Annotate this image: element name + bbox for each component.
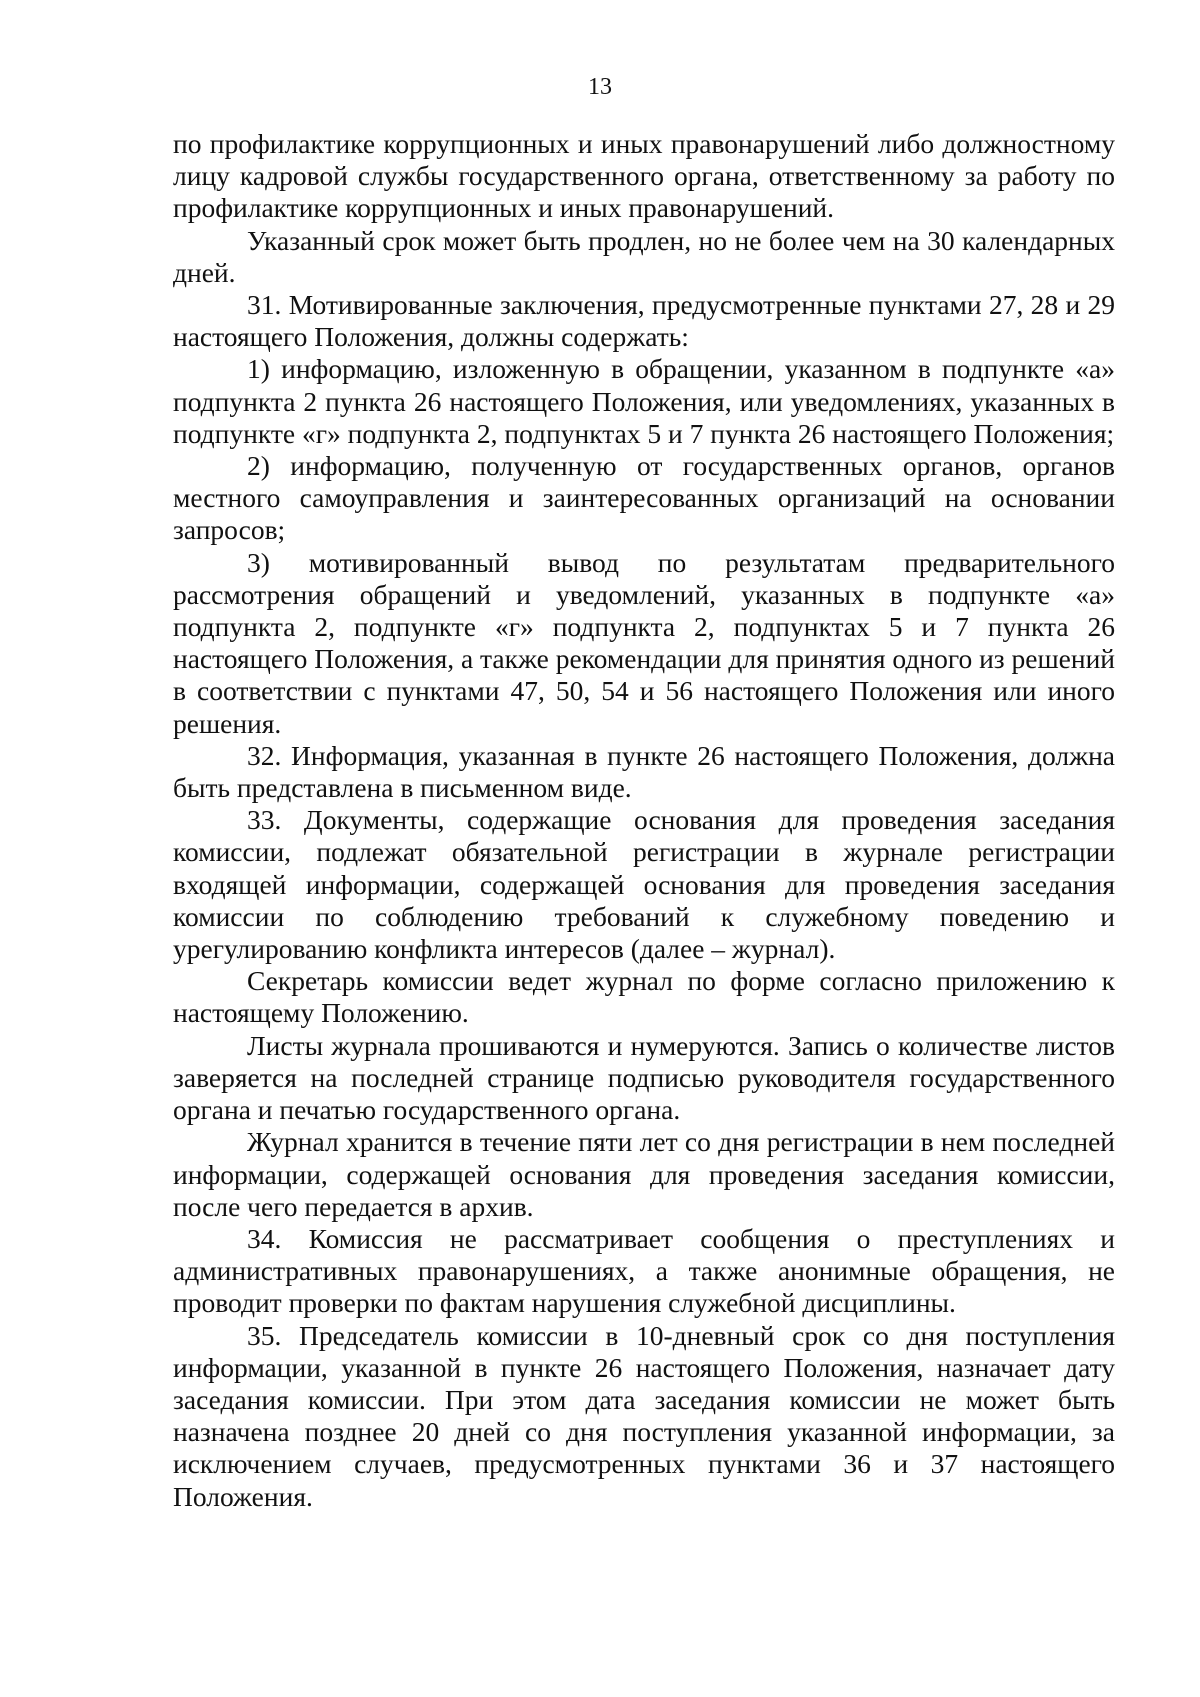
paragraph-item-31: 31. Мотивированные заключения, предусмотренные пунктами 27, 28 и 29 настоящего Положения, должны содержать: [173,289,1115,353]
paragraph-item-32: 32. Информация, указанная в пункте 26 настоящего Положения, должна быть представлена в письменном виде. [173,739,1115,804]
subitem-3: 3) мотивированный вывод по результатам предварительного рассмотрения обращений и уведомлений, указанных в подпункте «а» подпункта 2, подпункте «г» подпункта 2, подпунктах 5 и 7 пункта 26 настоящего Положения, а также рекомендации для принятия одного из решений в соответствии с пунктами 47, 50, 54 и 56 настоящего Положения или иного решения. [173,546,1116,739]
paragraph: Указанный срок может быть продлен, но не более чем на 30 календарных дней. [173,224,1115,288]
subitem-1: 1) информацию, изложенную в обращении, указанном в подпункте «а» подпункта 2 пункта 26 настоящего Положения, или уведомлениях, указанных в подпункте «г» подпункта 2, подпунктах 5 и 7 пункта 26 настоящего Положения; [173,353,1115,449]
paragraph: по профилактике коррупционных и иных правонарушений либо должностному лицу кадровой службы государственного органа, ответственному за работу по профилактике коррупционных и иных правонарушений. [173,128,1115,224]
paragraph: Листы журнала прошиваются и нумеруются. Запись о количестве листов заверяется на последней странице подписью руководителя государственного органа и печатью государственного органа. [173,1029,1115,1126]
document-body [173,128,1115,1513]
paragraph-item-33: 33. Документы, содержащие основания для проведения заседания комиссии, подлежат обязательной регистрации в журнале регистрации входящей информации, содержащей основания для проведения заседания комиссии по соблюдению требований к служебному поведению и урегулированию конфликта интересов (далее – журнал). [173,804,1115,965]
paragraph-item-35: 35. Председатель комиссии в 10-дневный срок со дня поступления информации, указанной в пункте 26 настоящего Положения, назначает дату заседания комиссии. При этом дата заседания комиссии не может быть назначена позднее 20 дней со дня поступления указанной информации, за исключением случаев, предусмотренных пунктами 36 и 37 настоящего Положения. [173,1319,1115,1512]
paragraph: Журнал хранится в течение пяти лет со дня регистрации в нем последней информации, содержащей основания для проведения заседания комиссии, после чего передается в архив. [173,1126,1115,1222]
paragraph: Секретарь комиссии ведет журнал по форме согласно приложению к настоящему Положению. [173,965,1115,1029]
page-number: 13 [588,74,612,100]
subitem-2: 2) информацию, полученную от государственных органов, органов местного самоуправления и заинтересованных организаций на основании запросов; [173,450,1115,546]
paragraph-item-34: 34. Комиссия не рассматривает сообщения о преступлениях и административных правонарушениях, а также анонимные обращения, не проводит проверки по фактам нарушения служебной дисциплины. [173,1222,1115,1319]
